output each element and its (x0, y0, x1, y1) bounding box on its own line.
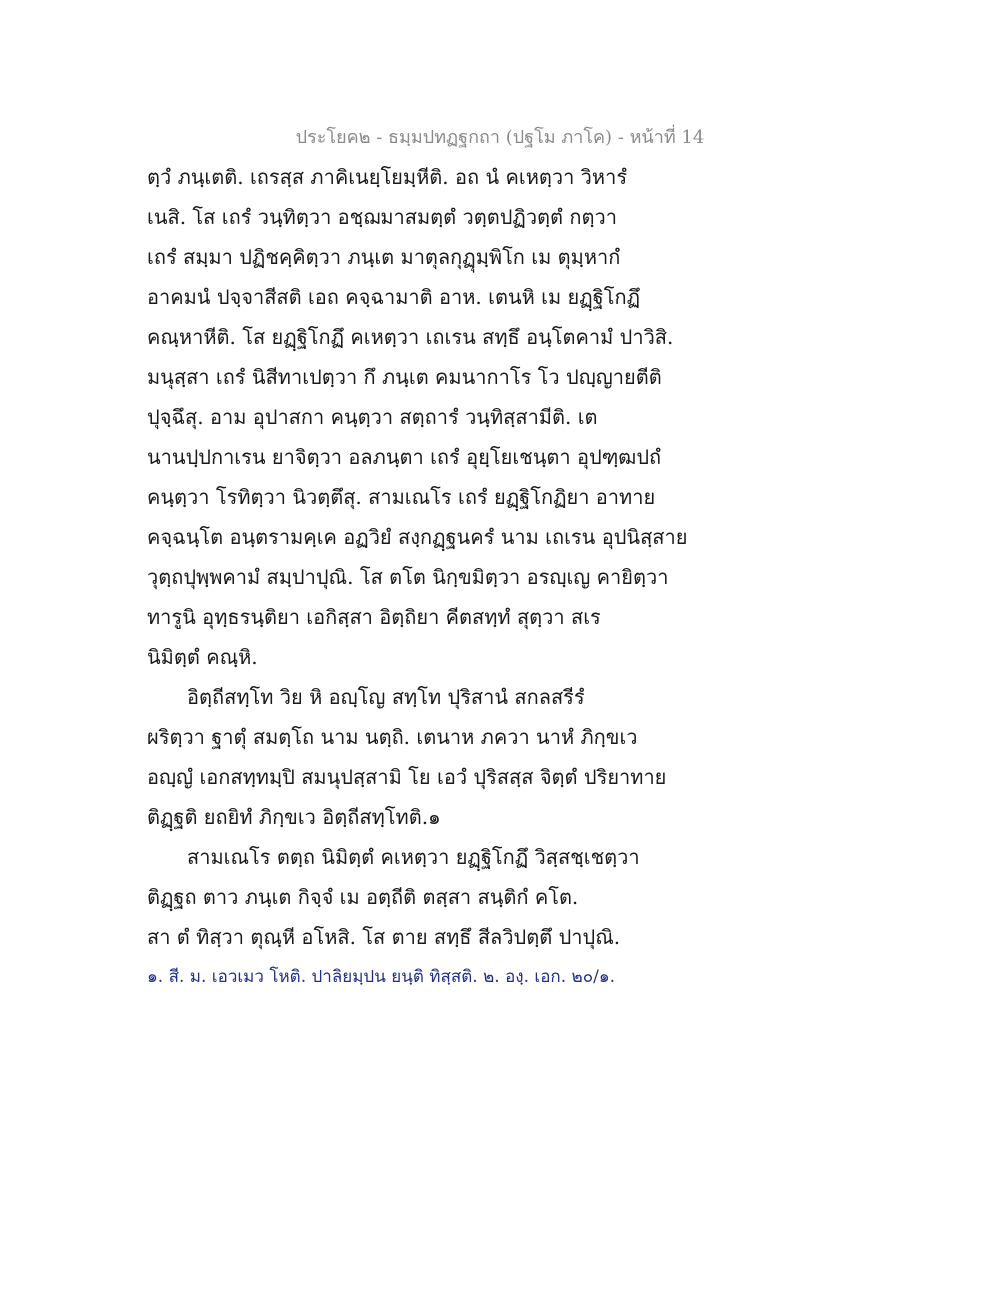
text-line: นานปฺปกาเรน ยาจิตฺวา อลภนฺตา เถรํ อุยฺโยเชนฺตา อุปฑฺฒปถํ (147, 445, 662, 469)
paragraph-first-line: สามเณโร ตตฺถ นิมิตฺตํ คเหตฺวา ยฏฺฐิโกฏึ วิสฺสชฺเชตฺวา (187, 845, 640, 869)
text-line: ตฺวํ ภนฺเตติ. เถรสฺส ภาคิเนยฺโยมฺหีติ. อถ นํ คเหตฺวา วิหารํ (147, 165, 628, 189)
text-line: อญฺญํ เอกสทฺทมฺปิ สมนุปสฺสามิ โย เอวํ ปุริสสฺส จิตฺตํ ปริยาทาย (147, 765, 667, 789)
text-line: เถรํ สมฺมา ปฏิชคฺคิตฺวา ภนฺเต มาตุลกุฏุมฺพิโก เม ตุมฺหากํ (147, 245, 621, 269)
footnote: ๑. สี. ม. เอวเมว โหติ. ปาลิยมฺปน ยนฺติ ทิสฺสติ. ๒. องฺ. เอก. ๒๐/๑. (147, 967, 616, 987)
text-line: อาคมนํ ปจฺจาสีสติ เอถ คจฺฉามาติ อาห. เตนหิ เม ยฏฺฐิโกฏึ (147, 285, 640, 309)
body-text (147, 157, 687, 997)
text-line: ติฏฺฐถ ตาว ภนฺเต กิจฺจํ เม อตฺถีติ ตสฺสา สนฺติกํ คโต. (147, 885, 579, 909)
text-line: คนฺตฺวา โรทิตฺวา นิวตฺตึสุ. สามเณโร เถรํ ยฏฺฐิโกฏิยา อาทาย (147, 485, 656, 509)
text-line: นิมิตฺตํ คณฺหิ. (147, 645, 258, 669)
text-line: คจฺฉนฺโต อนฺตรามคฺเค อฏวิยํ สงฺกฏฺฐนครํ นาม เถเรน อุปนิสฺสาย (147, 525, 687, 549)
text-line: คณฺหาหีติ. โส ยฏฺฐิโกฏึ คเหตฺวา เถเรน สทฺธึ อนฺโตคามํ ปาวิสิ. (147, 325, 674, 349)
text-line: ทารูนิ อุทฺธรนฺติยา เอกิสฺสา อิตฺถิยา คีตสทฺทํ สุตฺวา สเร (147, 605, 601, 629)
text-line: ผริตฺวา ฐาตุํ สมตฺโถ นาม นตฺถิ. เตนาห ภควา นาหํ ภิกฺขเว (147, 725, 638, 749)
text-line: เนสิ. โส เถรํ วนฺทิตฺวา อชฺฌมาสมตฺตํ วตฺตปฏิวตฺตํ กตฺวา (147, 205, 617, 229)
text-line: ปุจฺฉึสุ. อาม อุปาสกา คนฺตฺวา สตฺถารํ วนฺทิสฺสามีติ. เต (147, 405, 598, 429)
text-line: มนุสฺสา เถรํ นิสีทาเปตฺวา กึ ภนฺเต คมนากาโร โว ปญฺญายตีติ (147, 365, 662, 389)
text-line: วุตฺถปุพฺพคามํ สมฺปาปุณิ. โส ตโต นิกฺขมิตฺวา อรญฺเญ คายิตฺวา (147, 565, 669, 589)
paragraph-first-line: อิตฺถีสทฺโท วิย หิ อญฺโญ สทฺโท ปุริสานํ สกลสรีรํ (187, 685, 585, 709)
page-header: ประโยค๒ - ธมฺมปทฏฐกถา (ปฐโม ภาโค) - หน้าที่ 14 (295, 127, 705, 148)
text-line: สา ตํ ทิสฺวา ตุณฺหี อโหสิ. โส ตาย สทฺธึ สีลวิปตฺตึ ปาปุณิ. (147, 925, 621, 949)
text-line: ติฏฺฐติ ยถยิทํ ภิกฺขเว อิตฺถีสทฺโทติ.๑ (147, 805, 441, 829)
